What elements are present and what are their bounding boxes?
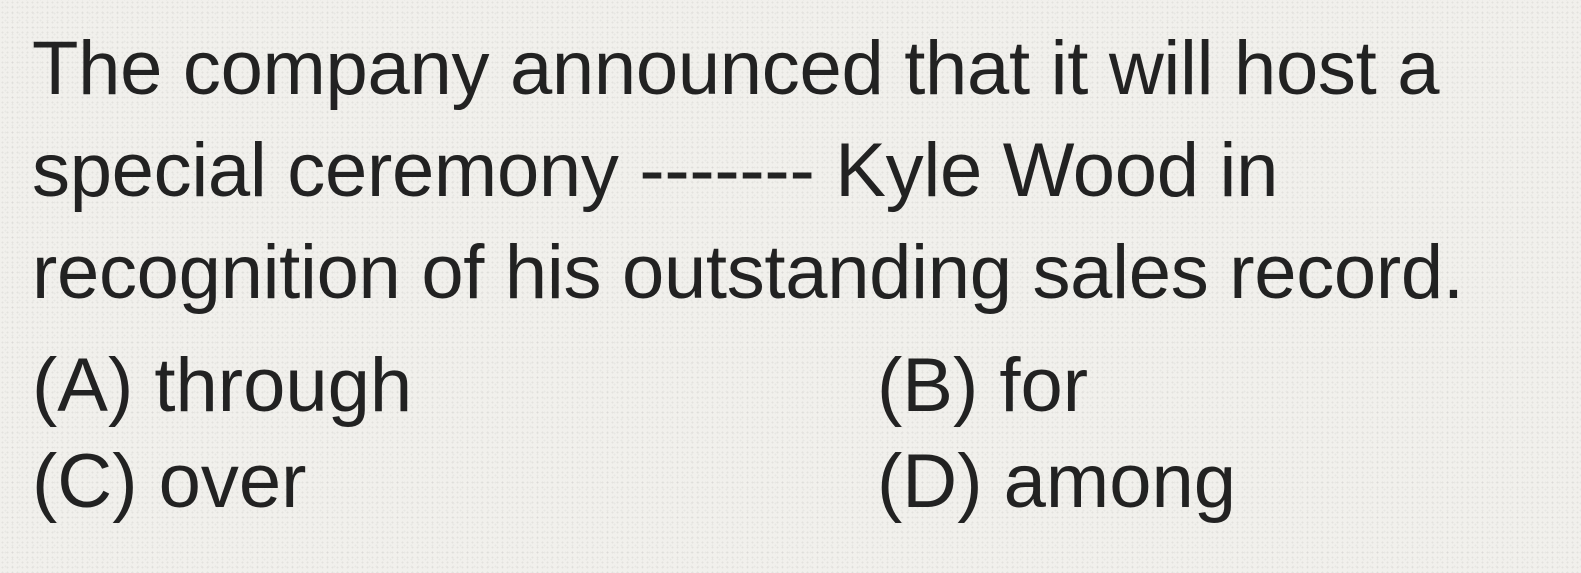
question-line-1: The company announced that it will host a bbox=[32, 26, 1440, 111]
choice-c[interactable]: (C) over bbox=[32, 439, 307, 524]
answer-choices bbox=[32, 338, 1532, 530]
choice-row-1 bbox=[32, 338, 1532, 434]
choice-b[interactable]: (B) for bbox=[877, 343, 1089, 428]
question-line-2: special ceremony ------- Kyle Wood in bbox=[32, 128, 1279, 213]
question-text bbox=[32, 18, 1562, 324]
choice-d[interactable]: (D) among bbox=[877, 439, 1236, 524]
choice-row-2 bbox=[32, 434, 1532, 530]
question-line-3: recognition of his outstanding sales record. bbox=[32, 230, 1464, 315]
choice-a[interactable]: (A) through bbox=[32, 343, 413, 428]
